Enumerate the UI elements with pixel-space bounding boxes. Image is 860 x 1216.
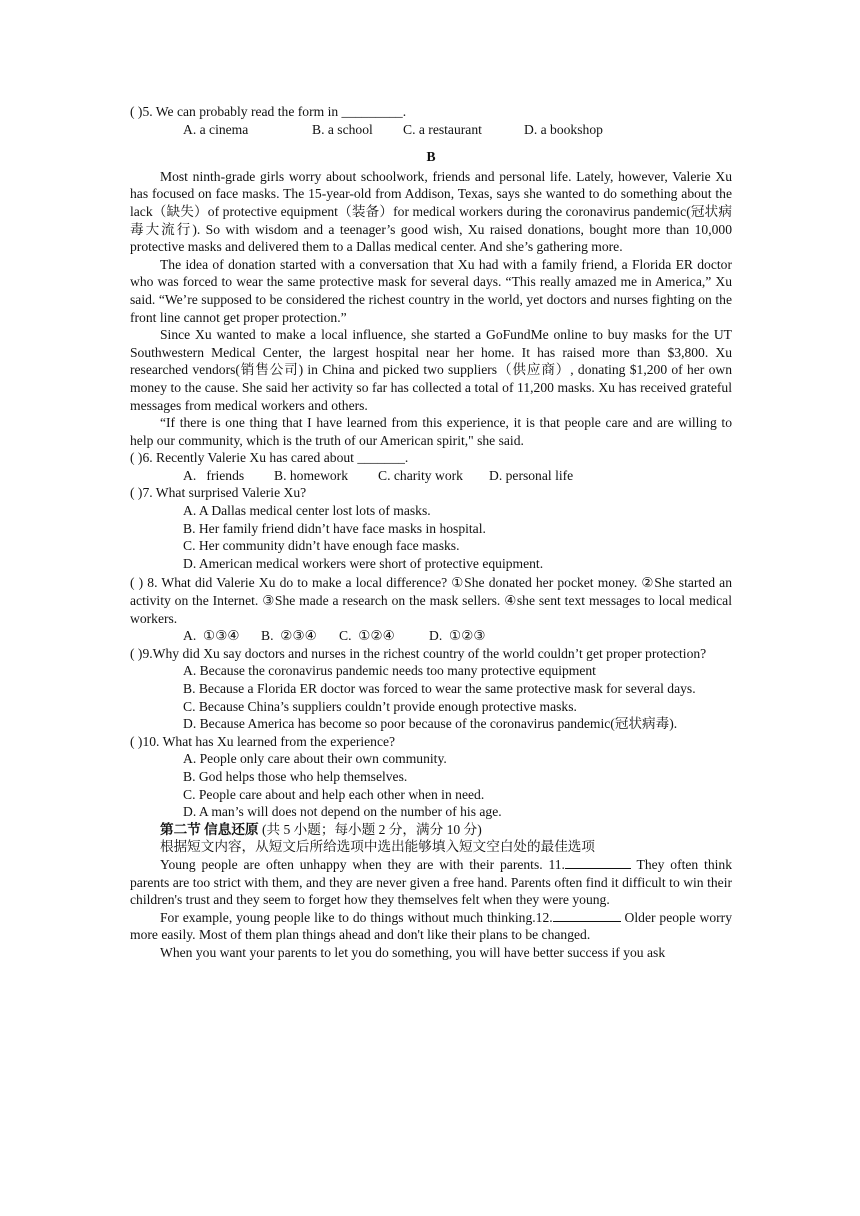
exam-page [130, 103, 732, 962]
passage-paragraph-3: Since Xu wanted to make a local influence, she started a GoFundMe online to buy masks for the UT Southwestern Medical Center, the largest hospital near her home. It has raised more than $3,800. Xu researched vendors(销售公司) in China and picked two suppliers（供应商）, donating $1,200 of her own money to the cause. She said her activity so far has collected a total of 11,200 masks. Xu has received grateful messages from medical workers and others. [130, 327, 732, 413]
section-2-heading [130, 821, 732, 839]
cloze-paragraph-1 [130, 856, 732, 909]
q6-option-a: A. friends [183, 467, 245, 483]
q8-option-c: C. ①②④ [339, 628, 395, 644]
question-10-stem: ( )10. What has Xu learned from the experience? [130, 733, 396, 749]
section-2-title: 第二节 信息还原 [160, 821, 259, 837]
cloze-paragraph-3: When you want your parents to let you do something, you will have better success if you ask [160, 944, 666, 960]
q6-option-b: B. homework [274, 467, 349, 483]
q7-option-c: C. Her community didn’t have enough face masks. [183, 538, 460, 554]
q6-option-d: D. personal life [489, 467, 574, 483]
question-7-stem: ( )7. What surprised Valerie Xu? [130, 485, 307, 501]
passage-paragraph-1: Most ninth-grade girls worry about schoolwork, friends and personal life. Lately, however, Valerie Xu has focused on face masks. The 15-year-old from Addison, Texas, says she wanted to do something about the lack（缺失）of protective equipment（装备）for medical workers during the coronavirus pandemic(冠状病毒大流行). So with wisdom and a teenager’s good wish, Xu raised donations, bought more than 10,000 protective masks and delivered them to a Dallas medical center. And she’s gathering more. [130, 168, 732, 255]
q5-option-a: A. a cinema [183, 121, 249, 137]
q10-option-d: D. A man’s will does not depend on the number of his age. [183, 804, 502, 820]
cloze-paragraph-2 [130, 909, 732, 944]
blank-11[interactable] [565, 856, 631, 869]
question-5-options [130, 121, 732, 139]
q8-option-d: D. ①②③ [429, 628, 486, 644]
q7-option-b: B. Her family friend didn’t have face masks in hospital. [183, 520, 486, 536]
q10-option-c: C. People care about and help each other when in need. [183, 786, 485, 802]
cloze-p2-text-a: For example, young people like to do things without much thinking.12. [160, 909, 553, 925]
q9-option-b: B. Because a Florida ER doctor was forced to wear the same protective mask for several days. [183, 681, 696, 696]
q5-option-b: B. a school [312, 121, 373, 137]
cloze-p1-text-b: They often think parents are too strict with them, and they are never given a free hand. Parents often find it difficult to win their children's trust and they seem to forget how they themselves felt when they were young. [130, 856, 732, 908]
passage-paragraph-4: “If there is one thing that I have learned from this experience, it is that people care and are willing to help our community, which is the truth of our American spirit," she said. [130, 415, 732, 448]
passage-paragraph-2: The idea of donation started with a conversation that Xu had with a family friend, a Florida ER doctor who was forced to wear the same protective mask for several days. “This really amazed me in America,” Xu said. “We’re supposed to be considered the richest country in the world, yet doctors and nurses fighting on the front line cannot get proper protection.” [130, 256, 732, 325]
question-9-stem: ( )9.Why did Xu say doctors and nurses in the richest country of the world couldn’t get proper protection? [130, 645, 707, 661]
cloze-p2-text-b: Older people worry more easily. Most of them plan things ahead and don't like their plans to be changed. [130, 909, 732, 943]
q10-option-b: B. God helps those who help themselves. [183, 768, 408, 784]
q9-option-a: A. Because the coronavirus pandemic needs too many protective equipment [183, 663, 596, 679]
section-2-instruction: 根据短文内容，从短文后所给选项中选出能够填入短文空白处的最佳选项 [160, 839, 595, 855]
question-8-options [130, 627, 732, 645]
question-6-stem: ( )6. Recently Valerie Xu has cared about _______. [130, 450, 409, 466]
q8-option-a: A. ①③④ [183, 628, 240, 644]
q7-option-a: A. A Dallas medical center lost lots of masks. [183, 503, 431, 519]
cloze-p1-text-a: Young people are often unhappy when they are with their parents. 11. [160, 856, 565, 872]
q5-option-d: D. a bookshop [524, 121, 603, 137]
q9-option-d: D. Because America has become so poor because of the coronavirus pandemic(冠状病毒). [183, 716, 678, 732]
section-b-heading: B [426, 149, 436, 165]
q7-option-d: D. American medical workers were short of protective equipment. [183, 555, 544, 571]
q9-option-c: C. Because China’s suppliers couldn’t provide enough protective masks. [183, 698, 577, 714]
question-6-options [130, 467, 732, 485]
blank-12[interactable] [553, 909, 621, 922]
question-8-stem: ( ) 8. What did Valerie Xu do to make a local difference? ①She donated her pocket money. ②She started an activity on the Internet. ③She made a research on the mask sellers. ④she sent text messages to local medical workers. [130, 575, 732, 626]
section-2-score: (共 5 小题；每小题 2 分，满分 10 分) [258, 821, 482, 837]
q8-option-b: B. ②③④ [261, 628, 317, 644]
q6-option-c: C. charity work [378, 467, 463, 483]
q10-option-a: A. People only care about their own community. [183, 751, 447, 767]
q5-option-c: C. a restaurant [403, 121, 482, 137]
question-5-stem: ( )5. We can probably read the form in _________. [130, 104, 407, 119]
